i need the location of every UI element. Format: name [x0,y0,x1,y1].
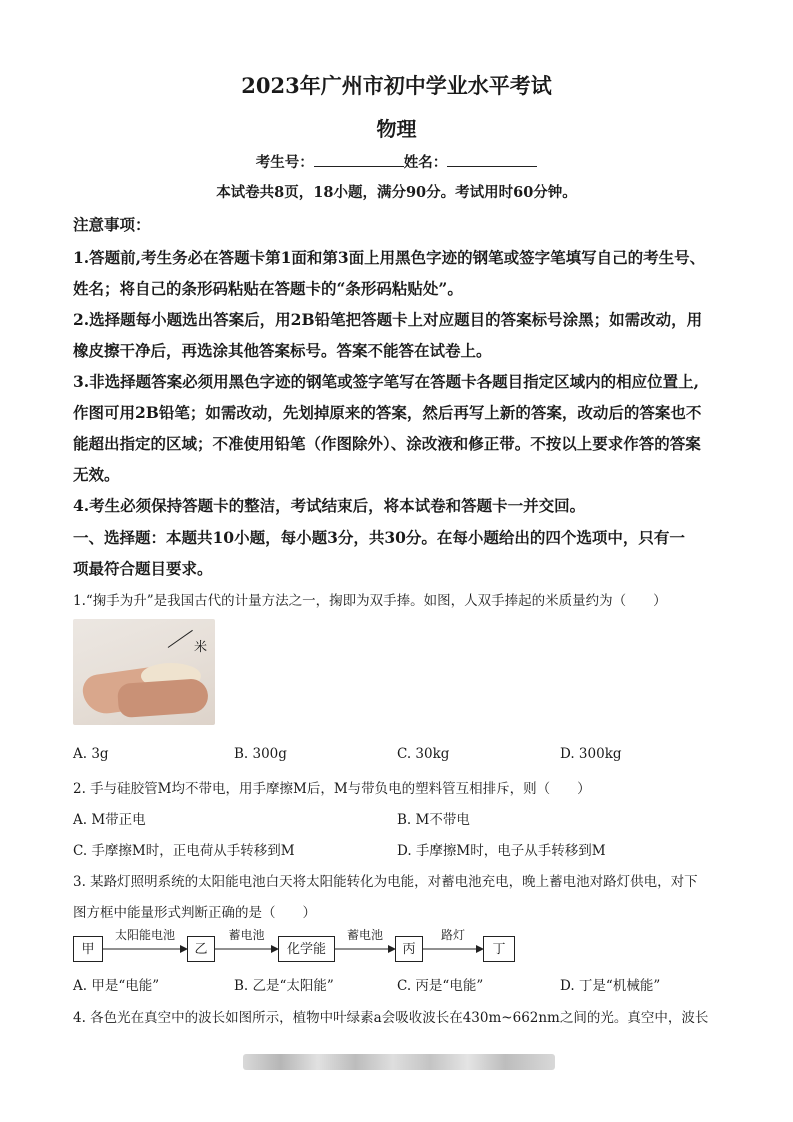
arrow-label-battery-2: 蓄电池 [346,928,383,942]
q3-option-c[interactable]: C. 丙是“电能” [397,978,484,994]
label-pointer-line [168,630,193,648]
note-line: 能超出指定的区域；不准使用铅笔（作图除外）、涂改液和修正带。不按以上要求作答的答案 [73,434,701,453]
q1-option-d[interactable]: D. 300kg [560,746,622,762]
q2-option-d[interactable]: D. 手摩擦M时，电子从手转移到M [397,843,606,859]
subject-title: 物理 [376,117,417,141]
q2-stem: 2. 手与硅胶管M均不带电，用手摩擦M后，M与带负电的塑料管互相排斥，则（ ） [73,781,591,797]
note-line: 3.非选择题答案必须用黑色字迹的钢笔或签字笔写在答题卡各题目指定区域内的相应位置上, [73,372,700,391]
q1-stem: 1.“掬手为升”是我国古代的计量方法之一，掬即为双手捧。如图，人双手捧起的米质量约为（ ） [73,593,667,609]
arrow-label-solar-cell: 太阳能电池 [114,928,175,942]
q2-option-c[interactable]: C. 手摩擦M时，正电荷从手转移到M [73,843,295,859]
box-yi: 乙 [187,936,215,962]
q1-image-hands-with-rice [73,619,215,725]
energy-flow-diagram [73,929,543,965]
q1-option-c[interactable]: C. 30kg [397,746,450,762]
q4-stem: 4. 各色光在真空中的波长如图所示，植物中叶绿素a会吸收波长在430m~662nm之间的光。真空中，波长 [73,1010,709,1026]
candidate-info-row [0,151,793,172]
q2-option-b[interactable]: B. M不带电 [397,812,470,828]
q3-option-a[interactable]: A. 甲是“电能” [73,978,160,994]
arrow-label-battery: 蓄电池 [228,928,265,942]
q2-option-a[interactable]: A. M带正电 [73,812,146,828]
candidate-name-label: 姓名： [403,154,448,171]
candidate-id-label: 考生号： [255,154,314,171]
note-line: 无效。 [73,465,120,484]
note-line: 作图可用2B铅笔；如需改动，先划掉原来的答案，然后再写上新的答案，改动后的答案也不 [73,403,702,422]
section-heading-cont: 项最符合题目要求。 [73,559,213,578]
exam-summary: 本试卷共8页，18小题，满分90分。考试用时60分钟。 [216,184,577,201]
candidate-name-blank[interactable] [447,154,537,167]
note-line: 橡皮擦干净后，再选涂其他答案标号。答案不能答在试卷上。 [73,341,492,360]
q3-stem-cont: 图方框中能量形式判断正确的是（ ） [73,905,316,921]
box-chemical-energy: 化学能 [278,936,335,962]
box-jia: 甲 [73,936,103,962]
box-bing: 丙 [395,936,423,962]
rice-label: 米 [194,640,208,655]
q3-option-b[interactable]: B. 乙是“太阳能” [234,978,334,994]
blurred-footer-watermark [243,1054,555,1070]
note-line: 姓名；将自己的条形码粘贴在答题卡的“条形码粘贴处”。 [73,279,463,298]
q1-option-b[interactable]: B. 300g [234,746,287,762]
box-ding: 丁 [483,936,515,962]
note-line: 4.考生必须保持答题卡的整洁，考试结束后，将本试卷和答题卡一并交回。 [73,496,586,515]
section-heading: 一、选择题：本题共10小题，每小题3分，共30分。在每小题给出的四个选项中，只有一 [73,528,685,547]
q3-option-d[interactable]: D. 丁是“机械能” [560,978,661,994]
note-line: 1.答题前,考生务必在答题卡第1面和第3面上用黑色字迹的钢笔或签字笔填写自己的考生号、 [73,248,706,267]
candidate-id-blank[interactable] [314,154,404,167]
note-line: 2.选择题每小题选出答案后，用2B铅笔把答题卡上对应题目的答案标号涂黑；如需改动，用 [73,310,703,329]
q1-option-a[interactable]: A. 3g [73,746,109,762]
q3-stem: 3. 某路灯照明系统的太阳能电池白天将太阳能转化为电能，对蓄电池充电，晚上蓄电池对路灯供电，对下 [73,874,698,890]
exam-title: 2023年广州市初中学业水平考试 [241,73,552,98]
arrow-label-streetlight: 路灯 [440,928,465,942]
notes-heading: 注意事项： [73,215,151,234]
